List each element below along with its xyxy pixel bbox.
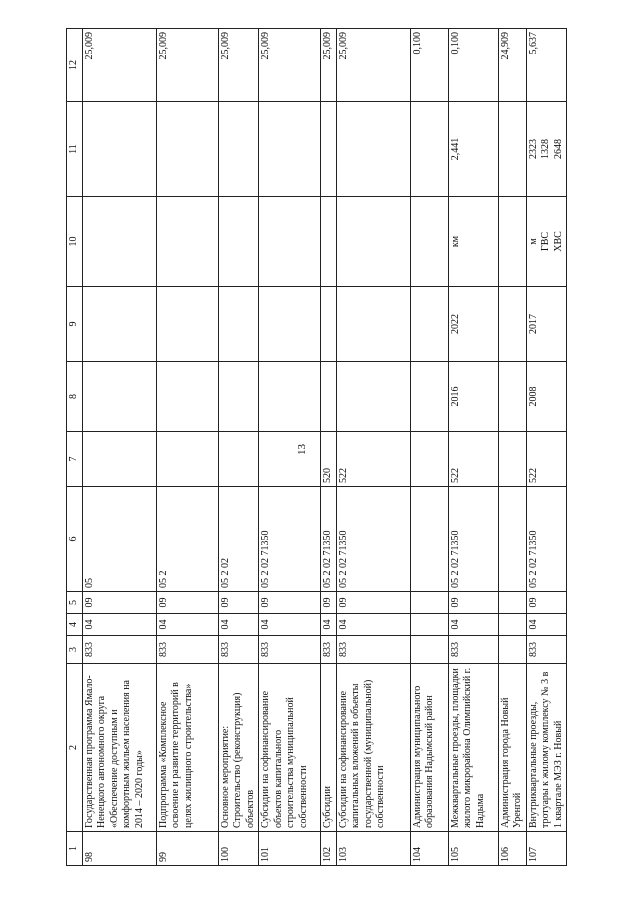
cell-c12: 25,009 <box>321 29 337 102</box>
column-header-7: 7 <box>67 432 83 487</box>
cell-c4 <box>498 614 526 636</box>
cell-c3: 833 <box>336 636 410 664</box>
cell-c10 <box>498 197 526 287</box>
cell-c3: 833 <box>526 636 567 664</box>
cell-c3 <box>410 636 448 664</box>
cell-c11 <box>336 102 410 197</box>
column-header-8: 8 <box>67 362 83 432</box>
cell-c4: 04 <box>336 614 410 636</box>
cell-c9: 2017 <box>526 287 567 362</box>
cell-c3 <box>498 636 526 664</box>
cell-c7 <box>218 432 259 487</box>
cell-c9 <box>218 287 259 362</box>
page-number: 13 <box>296 444 308 455</box>
cell-c7 <box>156 432 218 487</box>
cell-c5: 09 <box>336 592 410 614</box>
cell-name: Государственная программа Ямало-Ненецкого автономного округа «Обеспечение доступным и комфортным жильем населения на 2014 – 2020 годы» <box>82 664 156 832</box>
cell-c9 <box>498 287 526 362</box>
cell-c11: 2,441 <box>448 102 498 197</box>
cell-c3: 833 <box>156 636 218 664</box>
cell-c8 <box>410 362 448 432</box>
cell-c6: 05 <box>82 487 156 592</box>
cell-c4 <box>410 614 448 636</box>
cell-c5: 09 <box>156 592 218 614</box>
cell-c8 <box>156 362 218 432</box>
cell-c10: км <box>448 197 498 287</box>
cell-c9 <box>259 287 321 362</box>
cell-c3: 833 <box>448 636 498 664</box>
cell-name: Внутриквартальные проезды, тротуары к жилому комплексу № 3 в 1 квартале МЭЗ г. Новый <box>526 664 567 832</box>
table-row <box>156 29 218 866</box>
cell-n: 99 <box>156 832 218 866</box>
cell-name: Основное мероприятие: Строительство (реконструкция) объектов <box>218 664 259 832</box>
cell-c6 <box>410 487 448 592</box>
cell-c12: 25,009 <box>82 29 156 102</box>
table-row <box>448 29 498 866</box>
cell-c10 <box>259 197 321 287</box>
cell-c12: 25,009 <box>156 29 218 102</box>
cell-c6: 05 2 02 71350 <box>526 487 567 592</box>
cell-c12: 25,009 <box>336 29 410 102</box>
cell-c12: 24,909 <box>498 29 526 102</box>
cell-c8: 2016 <box>448 362 498 432</box>
cell-n: 103 <box>336 832 410 866</box>
cell-c5 <box>410 592 448 614</box>
budget-table-rotated <box>66 29 636 866</box>
cell-c11 <box>218 102 259 197</box>
cell-c3: 833 <box>321 636 337 664</box>
cell-c9 <box>156 287 218 362</box>
cell-c6: 05 2 02 71350 <box>321 487 337 592</box>
column-header-4: 4 <box>67 614 83 636</box>
cell-c10 <box>410 197 448 287</box>
cell-c8 <box>259 362 321 432</box>
cell-c3: 833 <box>82 636 156 664</box>
cell-c6: 05 2 02 71350 <box>448 487 498 592</box>
cell-c7 <box>82 432 156 487</box>
cell-c8 <box>82 362 156 432</box>
cell-c5: 09 <box>321 592 337 614</box>
column-header-1: 1 <box>67 832 83 866</box>
table-row <box>218 29 259 866</box>
cell-n: 100 <box>218 832 259 866</box>
cell-c4: 04 <box>82 614 156 636</box>
cell-n: 105 <box>448 832 498 866</box>
table-row <box>321 29 337 866</box>
cell-c6: 05 2 <box>156 487 218 592</box>
cell-c10 <box>336 197 410 287</box>
cell-c11 <box>259 102 321 197</box>
cell-n: 102 <box>321 832 337 866</box>
table-row <box>82 29 156 866</box>
cell-c8 <box>498 362 526 432</box>
cell-c7: 520 <box>321 432 337 487</box>
cell-name: Субсидии <box>321 664 337 832</box>
cell-c4: 04 <box>259 614 321 636</box>
cell-c5: 09 <box>259 592 321 614</box>
cell-c12: 25,009 <box>218 29 259 102</box>
cell-c11 <box>498 102 526 197</box>
cell-name: Субсидии на софинансирование капитальных вложений в объекты государственной (муниципальной) собственности <box>336 664 410 832</box>
cell-c10 <box>218 197 259 287</box>
budget-table <box>66 28 567 866</box>
cell-c3: 833 <box>259 636 321 664</box>
cell-c11: 2323 1328 2648 <box>526 102 567 197</box>
cell-c7 <box>410 432 448 487</box>
table-row <box>526 29 567 866</box>
cell-c11 <box>410 102 448 197</box>
table-row <box>336 29 410 866</box>
column-header-12: 12 <box>67 29 83 102</box>
column-header-6: 6 <box>67 487 83 592</box>
column-header-11: 11 <box>67 102 83 197</box>
cell-c6 <box>498 487 526 592</box>
table-row <box>410 29 448 866</box>
cell-c8 <box>321 362 337 432</box>
table-body <box>82 29 567 866</box>
cell-n: 101 <box>259 832 321 866</box>
cell-c10 <box>321 197 337 287</box>
cell-c10: м ГВС ХВС <box>526 197 567 287</box>
cell-c7 <box>498 432 526 487</box>
cell-name: Межквартальные проезды, площадки жилого микрорайона Олимпийский г. Надыма <box>448 664 498 832</box>
cell-name: Администрация города Новый Уренгой <box>498 664 526 832</box>
cell-c7: 522 <box>448 432 498 487</box>
cell-c12: 0,100 <box>448 29 498 102</box>
cell-c6: 05 2 02 71350 <box>259 487 321 592</box>
cell-c11 <box>156 102 218 197</box>
cell-name: Подпрограмма «Комплексное освоение и развитие территорий в целях жилищного строительства» <box>156 664 218 832</box>
cell-c4: 04 <box>448 614 498 636</box>
cell-c12: 5,637 <box>526 29 567 102</box>
cell-c10 <box>156 197 218 287</box>
cell-c5 <box>498 592 526 614</box>
cell-c11 <box>82 102 156 197</box>
cell-c8: 2008 <box>526 362 567 432</box>
cell-c4: 04 <box>526 614 567 636</box>
cell-n: 106 <box>498 832 526 866</box>
cell-c8 <box>336 362 410 432</box>
cell-c12: 25,009 <box>259 29 321 102</box>
cell-n: 107 <box>526 832 567 866</box>
cell-c3: 833 <box>218 636 259 664</box>
cell-c5: 09 <box>82 592 156 614</box>
cell-c12: 0,100 <box>410 29 448 102</box>
cell-c7 <box>259 432 321 487</box>
cell-n: 104 <box>410 832 448 866</box>
column-header-9: 9 <box>67 287 83 362</box>
cell-c9 <box>336 287 410 362</box>
cell-c7: 522 <box>526 432 567 487</box>
column-header-5: 5 <box>67 592 83 614</box>
column-header-10: 10 <box>67 197 83 287</box>
cell-c11 <box>321 102 337 197</box>
cell-c9: 2022 <box>448 287 498 362</box>
column-header-2: 2 <box>67 664 83 832</box>
cell-c9 <box>82 287 156 362</box>
cell-c9 <box>321 287 337 362</box>
cell-c10 <box>82 197 156 287</box>
cell-c6: 05 2 02 <box>218 487 259 592</box>
cell-n: 98 <box>82 832 156 866</box>
cell-c4: 04 <box>156 614 218 636</box>
cell-c4: 04 <box>321 614 337 636</box>
table-row <box>259 29 321 866</box>
cell-c5: 09 <box>218 592 259 614</box>
cell-c5: 09 <box>448 592 498 614</box>
table-row <box>498 29 526 866</box>
cell-c4: 04 <box>218 614 259 636</box>
cell-c9 <box>410 287 448 362</box>
cell-c6: 05 2 02 71350 <box>336 487 410 592</box>
cell-c5: 09 <box>526 592 567 614</box>
cell-c8 <box>218 362 259 432</box>
column-header-3: 3 <box>67 636 83 664</box>
cell-name: Субсидии на софинансирование объектов капитального строительства муниципальной собственности <box>259 664 321 832</box>
cell-name: Администрация муниципального образования Надымский район <box>410 664 448 832</box>
header-row <box>67 29 83 866</box>
cell-c7: 522 <box>336 432 410 487</box>
